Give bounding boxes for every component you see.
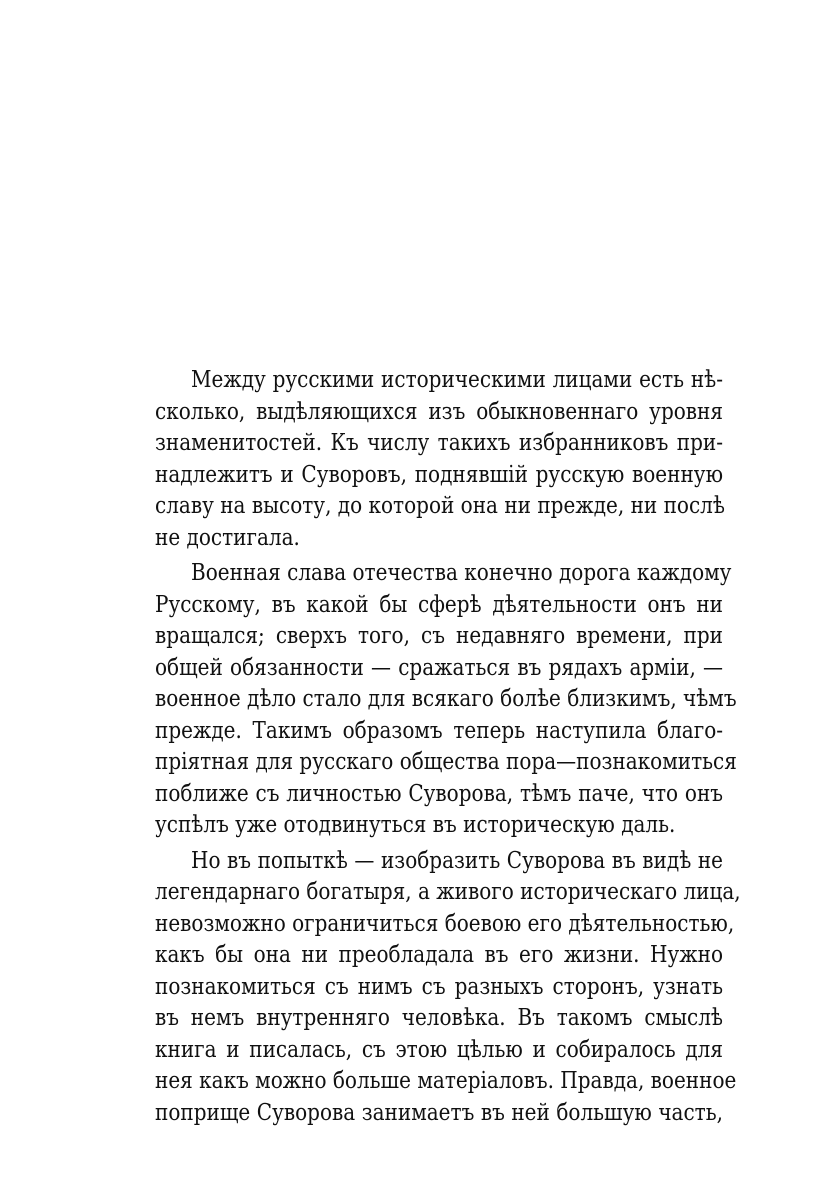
text-line: прежде. Такимъ образомъ теперь наступила благо-	[155, 715, 723, 744]
text-line: успѣлъ уже отодвинуться въ историческую даль.	[155, 809, 676, 839]
text-line: военное дѣло стало для всякаго болѣе близкимъ, чѣмъ	[155, 683, 737, 713]
text-line: пріятная для русскаго общества пора—познакомиться	[155, 746, 737, 776]
text-line: не достигала.	[155, 522, 300, 551]
text-line: Но въ попыткѣ — изобразить Суворова въ видѣ не	[191, 845, 723, 874]
text-line: знаменитостей. Къ числу такихъ избранниковъ при-	[155, 427, 723, 457]
text-line: познакомиться съ нимъ съ разныхъ сторонъ, узнать	[155, 971, 723, 1000]
text-line: Военная слава отечества конечно дорога каждому	[191, 557, 732, 587]
paragraph-1	[155, 364, 723, 553]
text-line: Русскому, въ какой бы сферѣ дѣятельности онъ ни	[155, 589, 723, 618]
paragraph-3	[155, 845, 741, 1129]
text-line: нея какъ можно больше матеріаловъ. Правда, военное	[155, 1065, 737, 1095]
text-line: вращался; сверхъ того, съ недавняго времени, при	[155, 620, 723, 650]
paragraph-2	[155, 557, 737, 841]
text-line: въ немъ внутренняго человѣка. Въ такомъ смыслѣ	[155, 1002, 723, 1032]
text-line: сколько, выдѣляющихся изъ обыкновеннаго уровня	[155, 396, 723, 425]
text-line: легендарнаго богатыря, а живого историческаго лица,	[155, 876, 741, 906]
text-line: книга и писалась, съ этою цѣлью и собиралось для	[155, 1034, 723, 1063]
text-line: невозможно ограничиться боевою его дѣятельностью,	[155, 908, 735, 937]
text-line: поприще Суворова занимаетъ въ ней большую часть,	[155, 1097, 723, 1126]
text-line: поближе съ личностью Суворова, тѣмъ паче, что онъ	[155, 778, 723, 807]
text-line: какъ бы она ни преобладала въ его жизни. Нужно	[155, 939, 723, 969]
text-line: надлежитъ и Суворовъ, поднявшій русскую военную	[155, 459, 723, 488]
text-line: общей обязанности — сражаться въ рядахъ арміи, —	[155, 652, 723, 681]
body-text	[155, 364, 741, 1128]
text-line: Между русскими историческими лицами есть нѣ-	[191, 364, 723, 394]
text-line: славу на высоту, до которой она ни прежде, ни послѣ	[155, 490, 725, 520]
